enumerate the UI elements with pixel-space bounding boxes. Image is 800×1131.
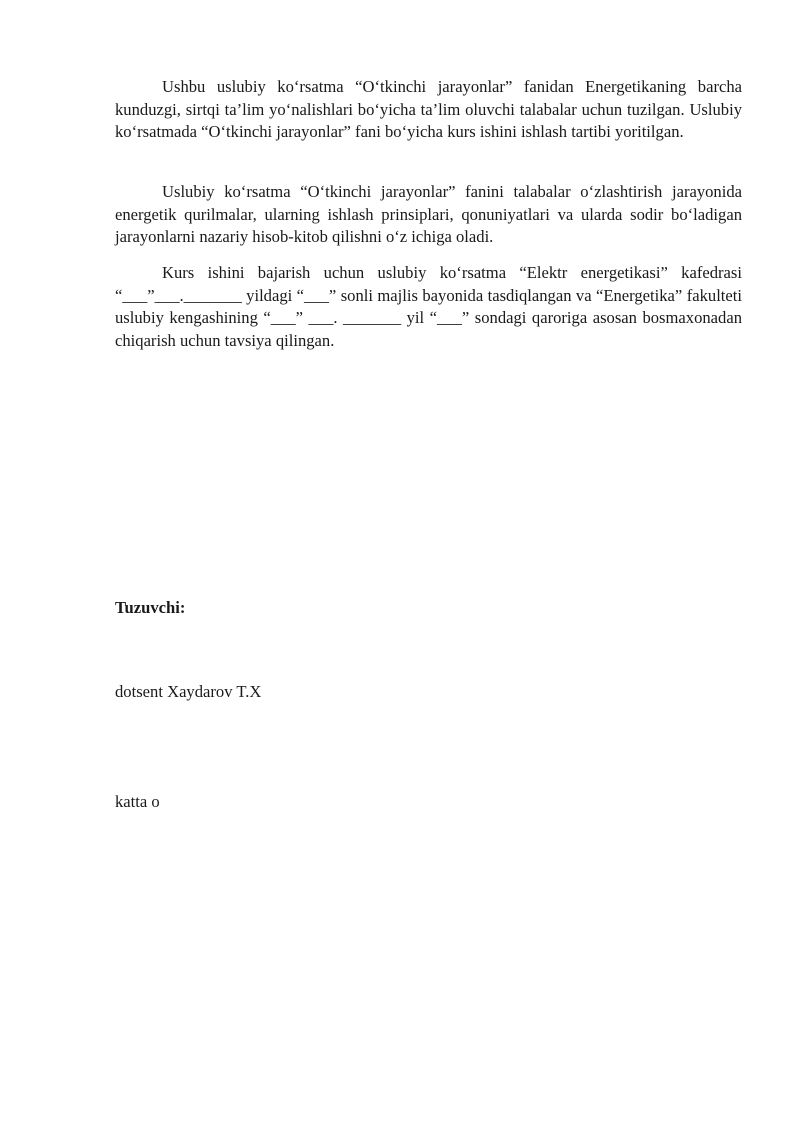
scope-paragraph: Uslubiy ko‘rsatma “O‘tkinchi jarayonlar” fanini talabalar o‘zlashtirish jarayonida energetik qurilmalar, ularning ishlash prinsiplari, qonuniyatlari va ularda sodir bo‘ladigan jarayonlarni nazariy hisob-kitob qilishni o‘z ichiga oladi. [115,182,742,246]
author-heading: Tuzuvchi: [115,598,186,617]
author-name: katta o [115,792,160,811]
intro-paragraph: Ushbu uslubiy ko‘rsatma “O‘tkinchi jarayonlar” fanidan Energetikaning barcha kunduzgi, sirtqi ta’lim yo‘nalishlari bo‘yicha ta’lim oluvchi talabalar uchun tuzilgan. Uslubiy ko‘rsatmada “O‘tkinchi jarayonlar” fani bo‘yicha kurs ishini ishlash tartibi yoritilgan. [115,77,742,141]
approval-paragraph: Kurs ishini bajarish uchun uslubiy ko‘rsatma “Elektr energetikasi” kafedrasi “___”___._______ yildagi “___” sonli majlis bayonida tasdiqlangan va “Energetika” fakulteti uslubiy kengashining “___” ___. _______ yil “___” sondagi qaroriga asosan bosmaxonadan chiqarish uchun tavsiya qilingan. [115,263,742,350]
author-name: dotsent Xaydarov T.X [115,682,262,701]
